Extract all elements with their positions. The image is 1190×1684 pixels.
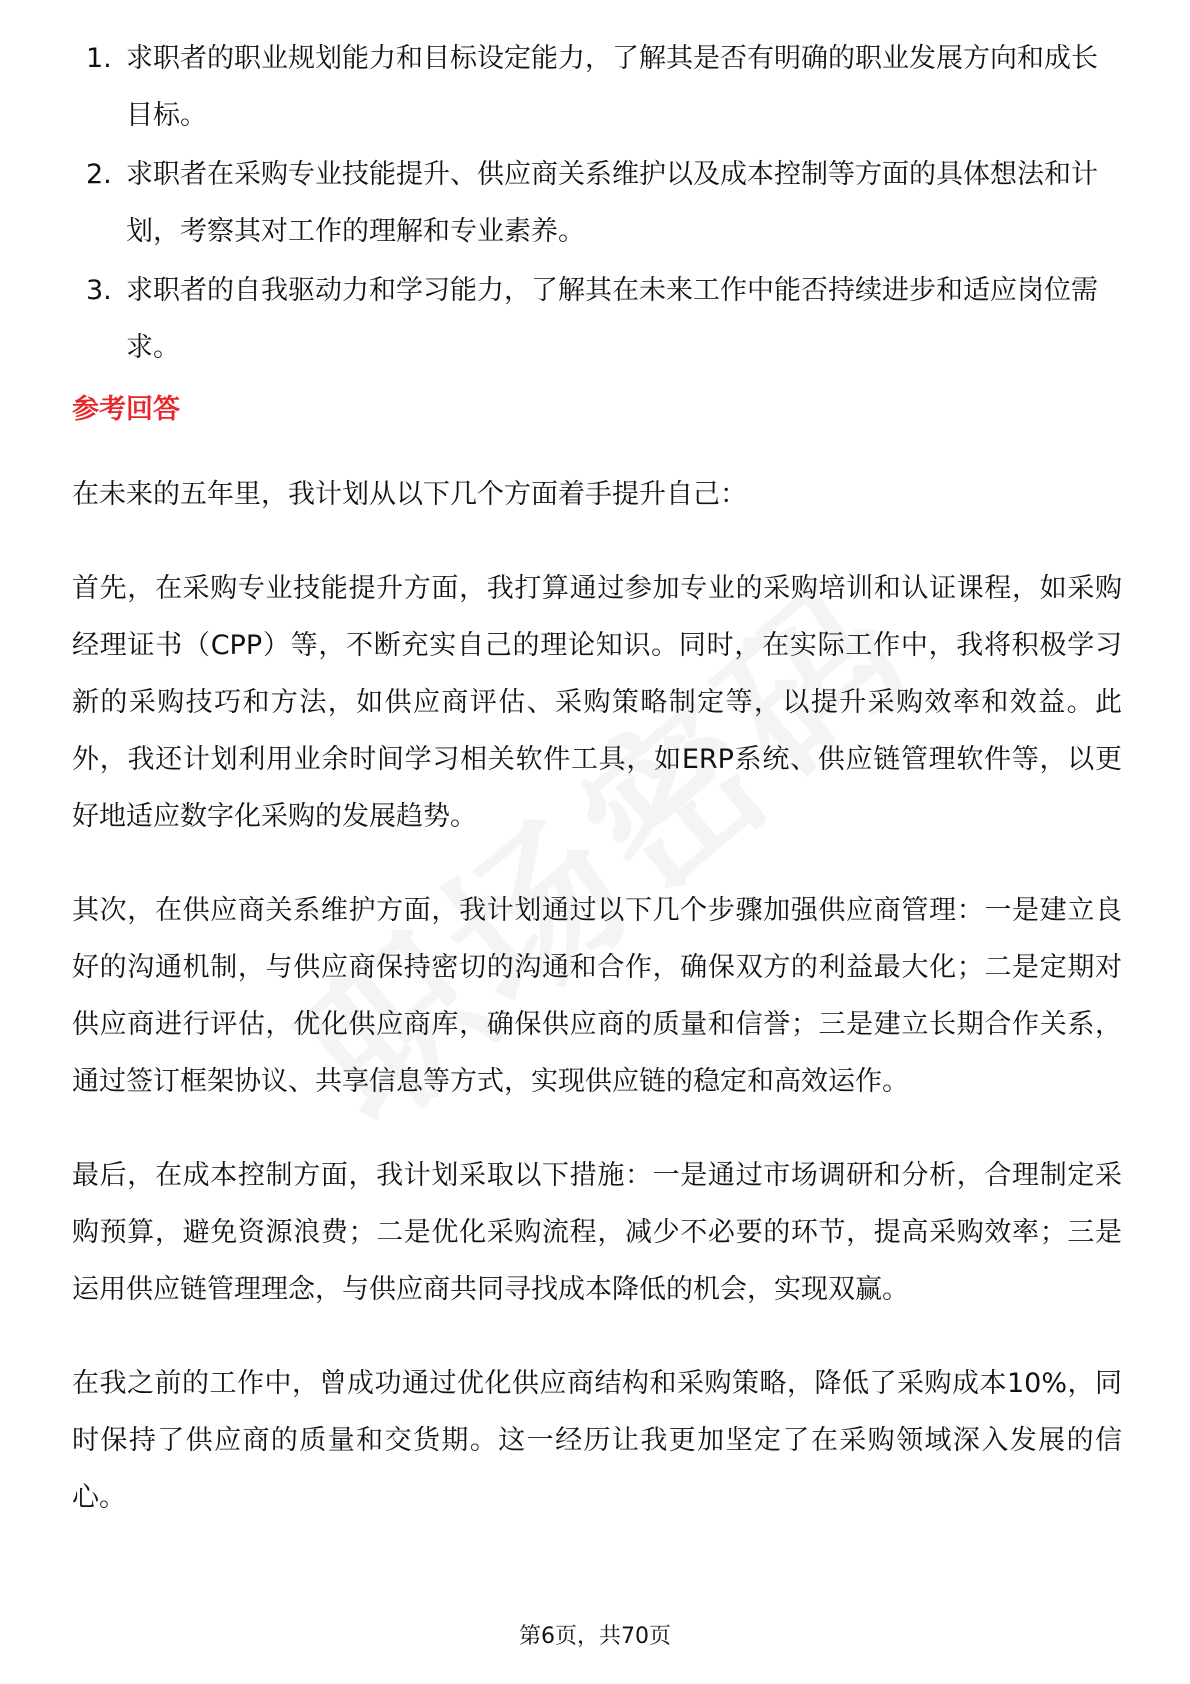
- list-item: [78, 262, 1118, 376]
- section-heading: 参考回答: [72, 394, 180, 425]
- list-item-number: 1.: [86, 43, 112, 74]
- list-item-text: 求职者的自我驱动力和学习能力，了解其在未来工作中能否持续进步和适应岗位需求。: [126, 275, 1098, 363]
- evaluation-points-list: [78, 30, 1118, 378]
- answer-body: [72, 466, 1122, 1563]
- list-item: [78, 146, 1118, 260]
- paragraph: 首先，在采购专业技能提升方面，我打算通过参加专业的采购培训和认证课程，如采购经理证书（CPP）等，不断充实自己的理论知识。同时，在实际工作中，我将积极学习新的采购技巧和方法，如供应商评估、采购策略制定等，以提升采购效率和效益。此外，我还计划利用业余时间学习相关软件工具，如ERP系统、供应链管理软件等，以更好地适应数字化采购的发展趋势。: [72, 573, 1122, 832]
- paragraph: 其次，在供应商关系维护方面，我计划通过以下几个步骤加强供应商管理：一是建立良好的沟通机制，与供应商保持密切的沟通和合作，确保双方的利益最大化；二是定期对供应商进行评估，优化供应商库，确保供应商的质量和信誉；三是建立长期合作关系，通过签订框架协议、共享信息等方式，实现供应链的稳定和高效运作。: [72, 895, 1122, 1097]
- list-item-text: 求职者在采购专业技能提升、供应商关系维护以及成本控制等方面的具体想法和计划，考察其对工作的理解和专业素养。: [126, 159, 1098, 247]
- paragraph: 最后，在成本控制方面，我计划采取以下措施：一是通过市场调研和分析，合理制定采购预算，避免资源浪费；二是优化采购流程，减少不必要的环节，提高采购效率；三是运用供应链管理理念，与供应商共同寻找成本降低的机会，实现双赢。: [72, 1160, 1122, 1305]
- page-footer: 第6页，共70页: [519, 1624, 671, 1649]
- list-item-number: 3.: [86, 275, 112, 306]
- list-item: [78, 30, 1118, 144]
- paragraph: 在未来的五年里，我计划从以下几个方面着手提升自己：: [72, 479, 747, 510]
- list-item-number: 2.: [86, 159, 112, 190]
- paragraph: 在我之前的工作中，曾成功通过优化供应商结构和采购策略，降低了采购成本10%，同时保持了供应商的质量和交货期。这一经历让我更加坚定了在采购领域深入发展的信心。: [72, 1368, 1122, 1513]
- list-item-text: 求职者的职业规划能力和目标设定能力，了解其是否有明确的职业发展方向和成长目标。: [126, 43, 1098, 131]
